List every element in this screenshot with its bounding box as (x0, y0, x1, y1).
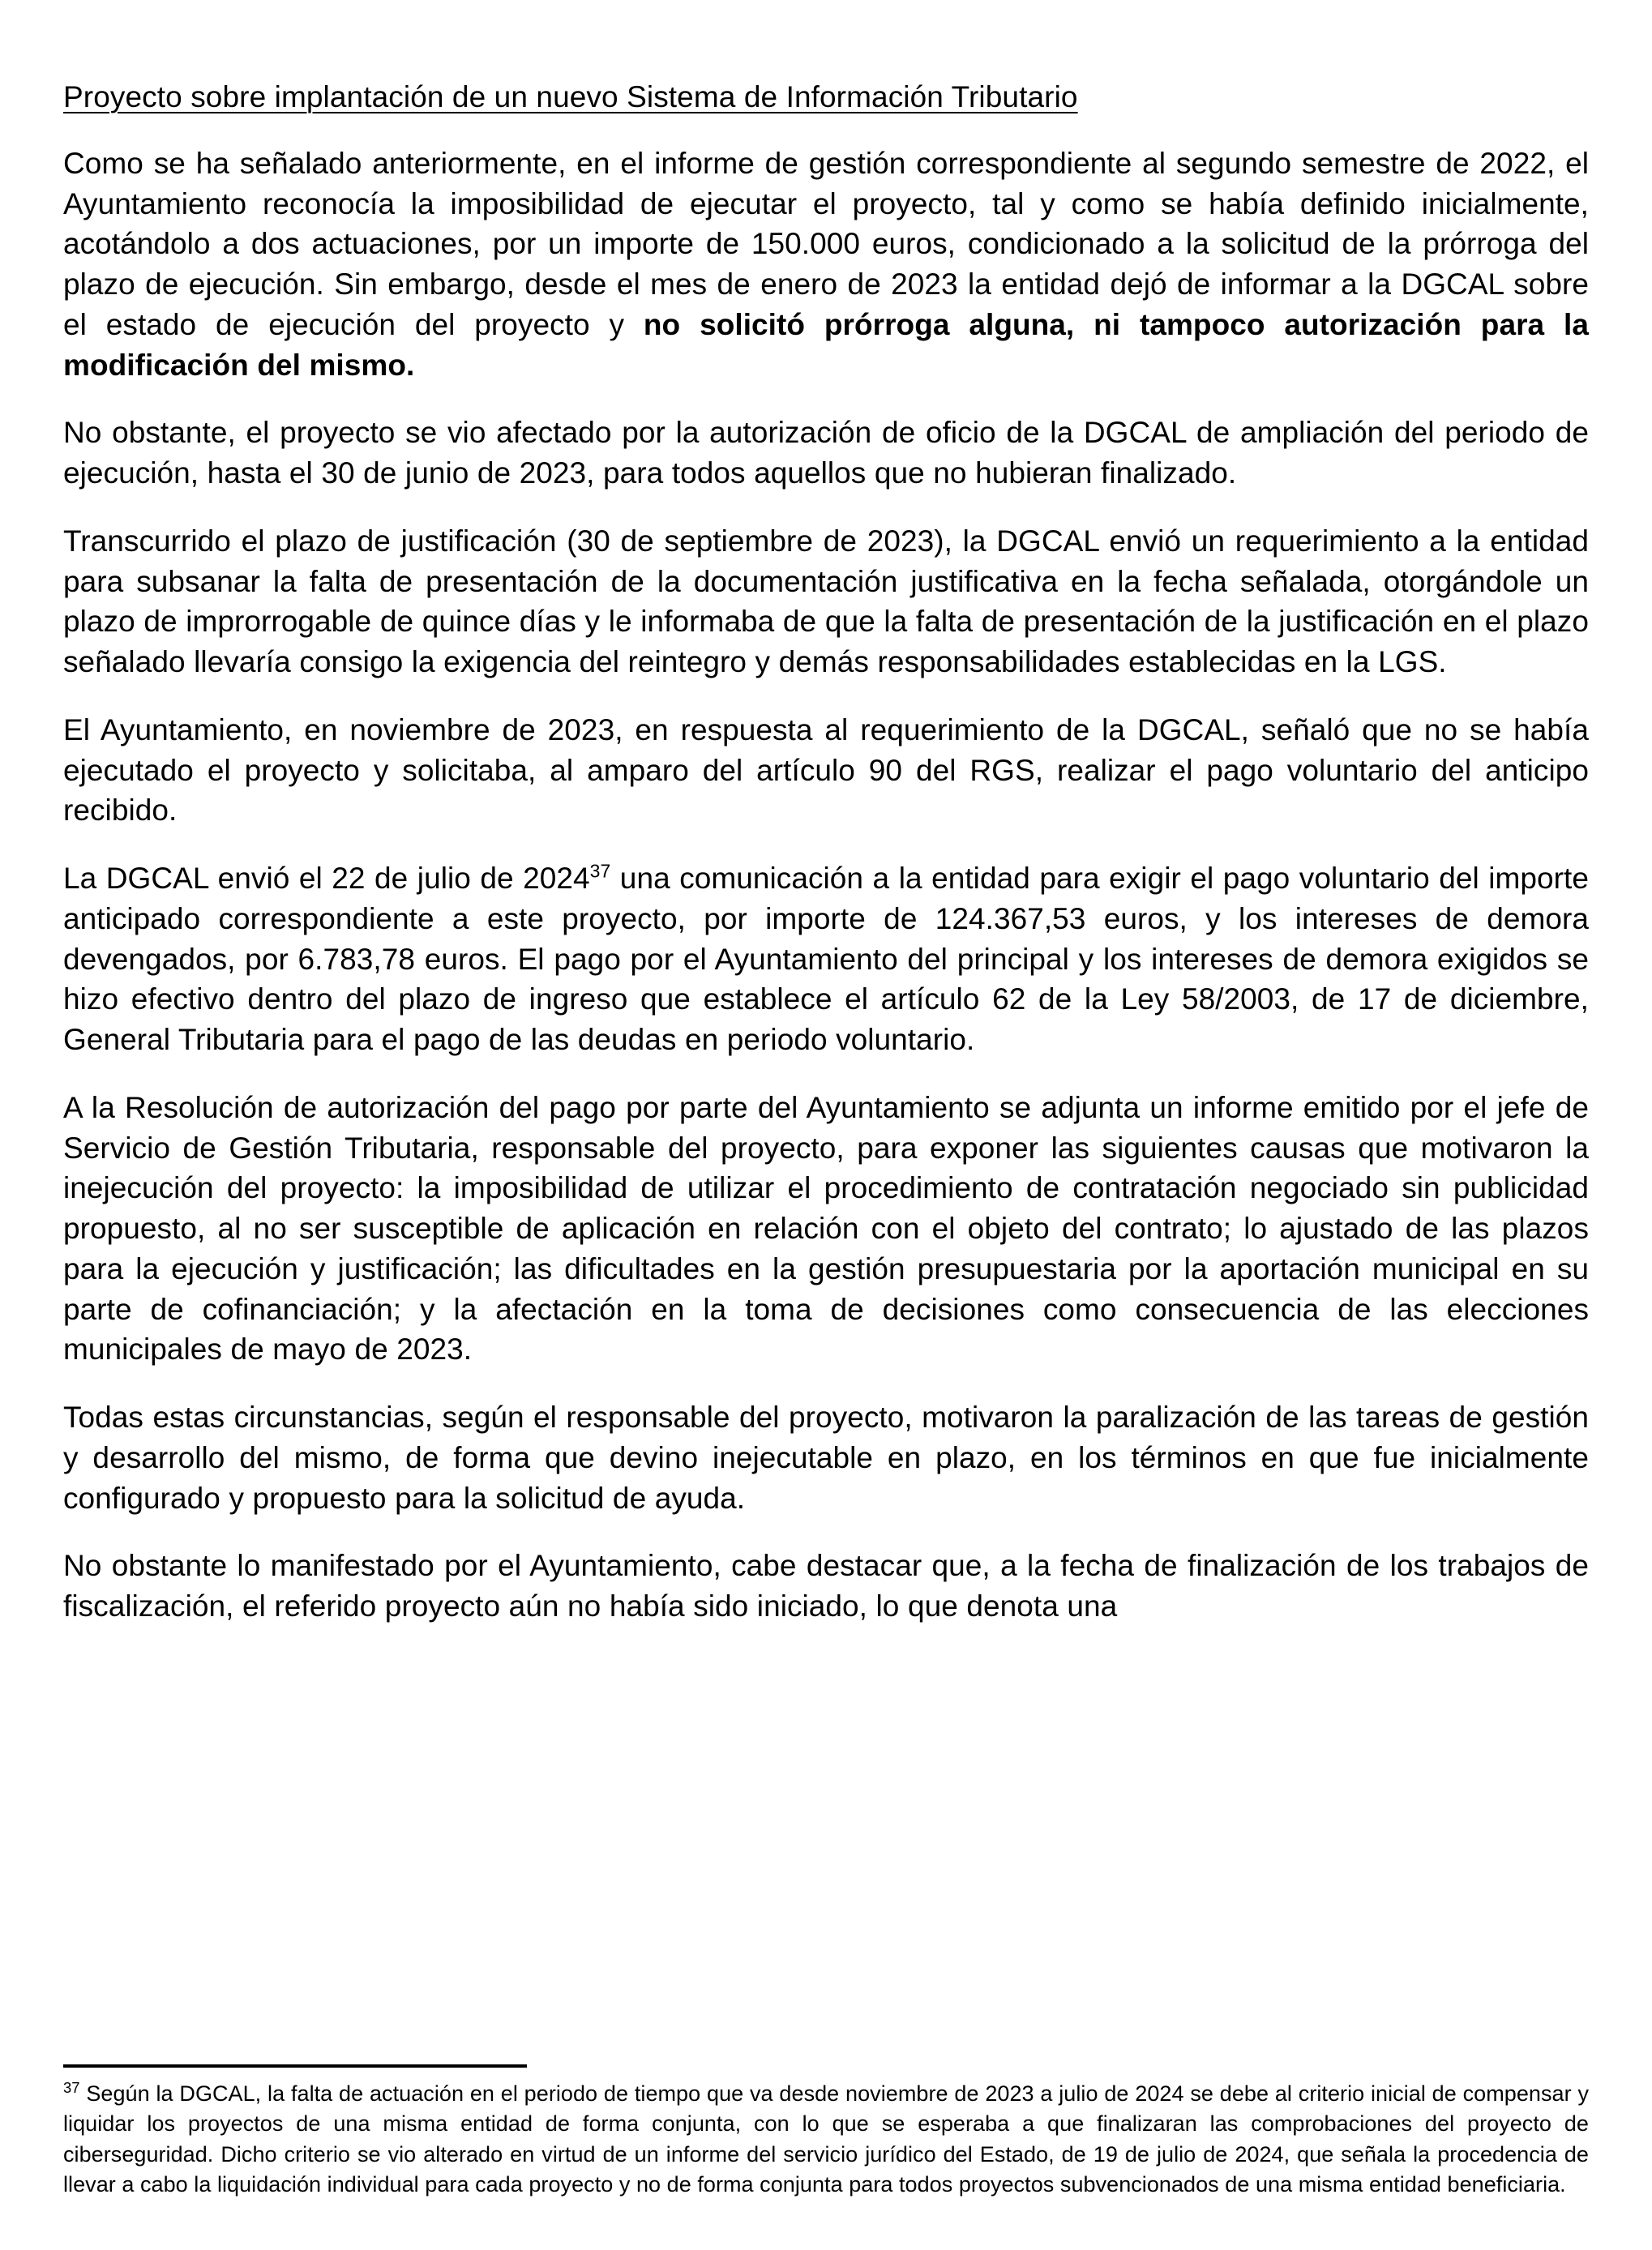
paragraph-5-text-before-footnote: La DGCAL envió el 22 de julio de 2024 (63, 862, 590, 896)
footnote-body-text: Según la DGCAL, la falta de actuación en el periodo de tiempo que va desde noviembre de 2023 a julio de 2024 se debe al criterio inicial de compensar y liquidar los proyectos de una misma entidad de forma conjunta, con lo que se esperaba a que finalizaran las comprobaciones del proyecto de ciberseguridad. Dicho criterio se vio alterado en virtud de un informe del servicio jurídico del Estado, de 19 de julio de 2024, que señala la procedencia de llevar a cabo la liquidación individual para cada proyecto y no de forma conjunta para todos proyectos subvencionados de una misma entidad beneficiaria. (63, 2081, 1589, 2197)
footnote-separator-rule (63, 2064, 527, 2068)
footnote-37 (63, 2079, 1589, 2200)
paragraph-3: Transcurrido el plazo de justificación (30 de septiembre de 2023), la DGCAL envió un requerimiento a la entidad para subsanar la falta de presentación de la documentación justificativa en la fecha señalada, otorgándole un plazo de improrrogable de quince días y le informaba de que la falta de presentación de la justificación en el plazo señalado llevaría consigo la exigencia del reintegro y demás responsabilidades establecidas en la LGS. (63, 524, 1589, 679)
paragraph-6: A la Resolución de autorización del pago por parte del Ayuntamiento se adjunta un informe emitido por el jefe de Servicio de Gestión Tributaria, responsable del proyecto, para exponer las siguientes causas que motivaron la inejecución del proyecto: la imposibilidad de utilizar el procedimiento de contratación negociado sin publicidad propuesto, al no ser susceptible de aplicación en relación con el objeto del contrato; lo ajustado de las plazos para la ejecución y justificación; las dificultades en la gestión presupuestaria por la aportación municipal en su parte de cofinanciación; y la afectación en la toma de decisiones como consecuencia de las elecciones municipales de mayo de 2023. (63, 1090, 1589, 1367)
paragraph-1-emphasis: no solicitó prórroga alguna, ni tampoco autorización para la modificación del mismo. (63, 307, 1589, 382)
paragraph-8: No obstante lo manifestado por el Ayuntamiento, cabe destacar que, a la fecha de finalización de los trabajos de fiscalización, el referido proyecto aún no había sido iniciado, lo que denota una (63, 1549, 1589, 1623)
paragraph-7: Todas estas circunstancias, según el responsable del proyecto, motivaron la paralización de las tareas de gestión y desarrollo del mismo, de forma que devino inejecutable en plazo, en los términos en que fue inicialmente configurado y propuesto para la solicitud de ayuda. (63, 1401, 1589, 1515)
paragraph-4: El Ayuntamiento, en noviembre de 2023, en respuesta al requerimiento de la DGCAL, señaló que no se había ejecutado el proyecto y solicitaba, al amparo del artículo 90 del RGS, realizar el pago voluntario del anticipo recibido. (63, 712, 1589, 828)
footnote-section (63, 2064, 1589, 2200)
paragraph-2: No obstante, el proyecto se vio afectado por la autorización de oficio de la DGCAL de ampliación del periodo de ejecución, hasta el 30 de junio de 2023, para todos aquellos que no hubieran finalizado. (63, 416, 1589, 490)
paragraph-1-text: Como se ha señalado anteriormente, en el informe de gestión correspondiente al segundo semestre de 2022, el Ayuntamiento reconocía la imposibilidad de ejecutar el proyecto, tal y como se había definido inicialmente, acotándolo a dos actuaciones, por un importe de 150.000 euros, condicionado a la solicitud de la prórroga del plazo de ejecución. Sin embargo, desde el mes de enero de 2023 la entidad dejó de informar a la DGCAL sobre el estado de ejecución del proyecto y (63, 146, 1589, 341)
paragraph-1 (63, 143, 1589, 386)
footnote-reference-marker: 37 (589, 860, 611, 882)
paragraph-5-text-after-footnote: una comunicación a la entidad para exigir el pago voluntario del importe anticipado correspondiente a este proyecto, por importe de 124.367,53 euros, y los intereses de demora devengados, por 6.783,78 euros. El pago por el Ayuntamiento del principal y los intereses de demora exigidos se hizo efectivo dentro del plazo de ingreso que establece el artículo 62 de la Ley 58/2003, de 17 de diciembre, General Tributaria para el pago de las deudas en periodo voluntario. (63, 862, 1589, 1057)
paragraph-5 (63, 858, 1589, 1060)
page-content (63, 78, 1589, 1627)
page-title: Proyecto sobre implantación de un nuevo Sistema de Información Tributario (63, 80, 1078, 113)
footnote-number: 37 (63, 2079, 80, 2096)
